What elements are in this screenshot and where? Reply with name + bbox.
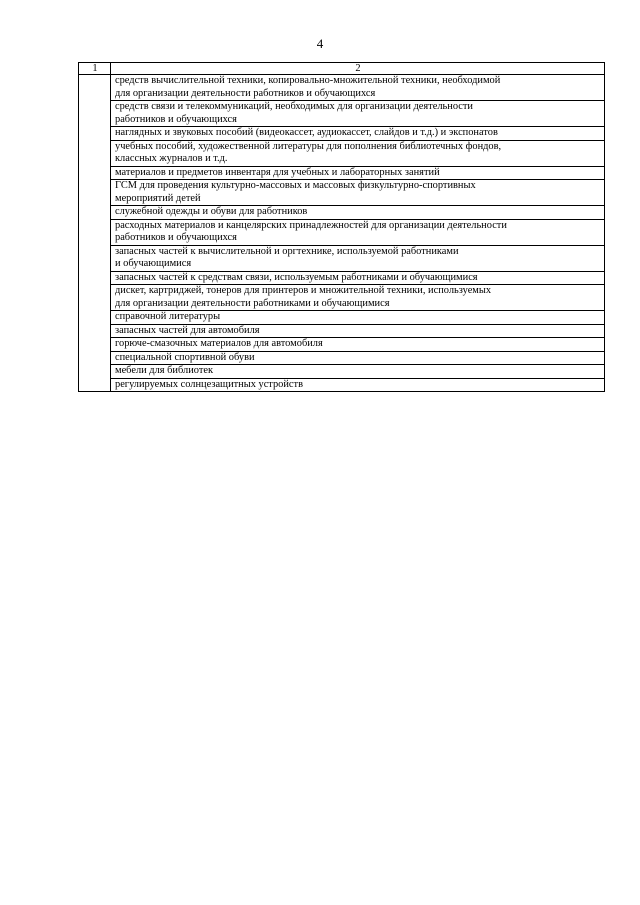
table-cell: дискет, картриджей, тонеров для принтеров и множительной техники, используемых для организации деятельности работниками и обучающимися [111,285,605,311]
table-cell: средств связи и телекоммуникаций, необходимых для организации деятельности работников и обучающихся [111,101,605,127]
table-row [79,271,605,285]
table-row [79,166,605,180]
table-body [79,75,605,392]
table-cell: средств вычислительной техники, копировально-множительной техники, необходимой для организации деятельности работников и обучающихся [111,75,605,101]
table-row [79,206,605,220]
table-cell: материалов и предметов инвентаря для учебных и лабораторных занятий [111,166,605,180]
table-row [79,338,605,352]
table-row [79,351,605,365]
table-row [79,311,605,325]
table-row [79,365,605,379]
table-row [79,378,605,392]
table-cell: запасных частей к средствам связи, используемым работниками и обучающимися [111,271,605,285]
column-header-1: 1 [79,63,111,75]
table-header-row [79,63,605,75]
table-row [79,219,605,245]
expense-items-table [78,62,605,392]
table-row [79,140,605,166]
table-row [79,180,605,206]
table-cell: мебели для библиотек [111,365,605,379]
table-cell: расходных материалов и канцелярских принадлежностей для организации деятельности работников и обучающихся [111,219,605,245]
table-cell: специальной спортивной обуви [111,351,605,365]
table-cell: запасных частей к вычислительной и оргтехнике, используемой работниками и обучающимися [111,245,605,271]
table-cell: регулируемых солнцезащитных устройств [111,378,605,392]
table-row [79,101,605,127]
number-column-cell [79,75,111,392]
table-row [79,75,605,101]
table-cell: учебных пособий, художественной литературы для пополнения библиотечных фондов, классных журналов и т.д. [111,140,605,166]
page-number: 4 [316,36,324,51]
column-header-2: 2 [111,63,605,75]
table-cell: справочной литературы [111,311,605,325]
table-cell: ГСМ для проведения культурно-массовых и массовых физкультурно-спортивных мероприятий детей [111,180,605,206]
table-row [79,127,605,141]
table-row [79,324,605,338]
table-row [79,245,605,271]
table-cell: наглядных и звуковых пособий (видеокассет, аудиокассет, слайдов и т.д.) и экспонатов [111,127,605,141]
table-cell: служебной одежды и обуви для работников [111,206,605,220]
table-cell: запасных частей для автомобиля [111,324,605,338]
table-row [79,285,605,311]
table-cell: горюче-смазочных материалов для автомобиля [111,338,605,352]
